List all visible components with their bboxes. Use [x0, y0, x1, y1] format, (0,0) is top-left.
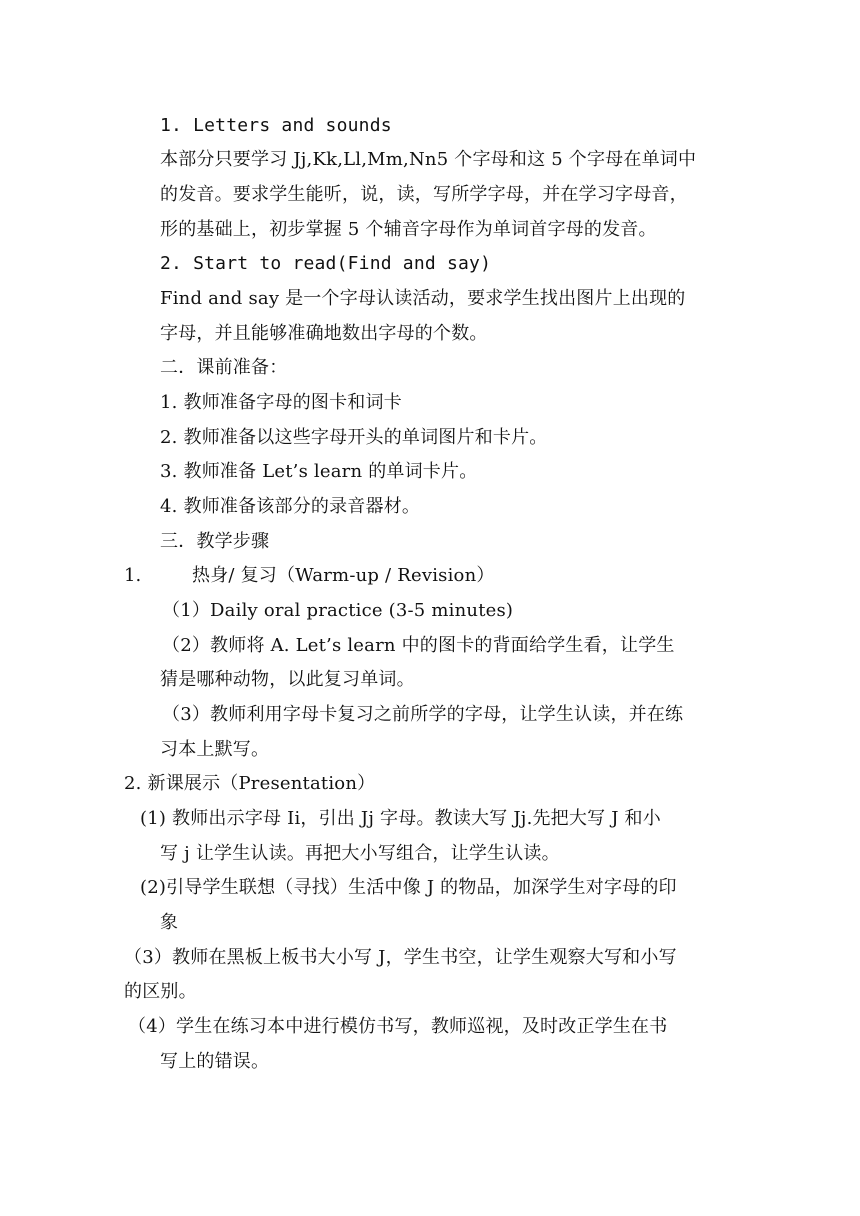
- paragraph-line: 的区别。: [124, 981, 197, 1002]
- paragraph-line: 象: [160, 912, 179, 933]
- paragraph-line: （2）教师将 A. Let’s learn 中的图卡的背面给学生看，让学生: [162, 635, 675, 656]
- paragraph-line: 本部分只要学习 Jj,Kk,Ll,Mm,Nn5 个字母和这 5 个字母在单词中: [160, 149, 697, 170]
- paragraph-line: （4）学生在练习本中进行模仿书写，教师巡视，及时改正学生在书: [128, 1016, 668, 1037]
- section-heading-teaching-steps: 三．教学步骤: [160, 531, 270, 552]
- paragraph-line: 形的基础上，初步掌握 5 个辅音字母作为单词首字母的发音。: [160, 219, 657, 240]
- step-heading-warm-up: 热身/ 复习（Warm-up / Revision）: [192, 565, 495, 586]
- paragraph-line: （1）Daily oral practice (3-5 minutes): [162, 600, 514, 621]
- list-item: 2. 教师准备以这些字母开头的单词图片和卡片。: [160, 427, 548, 448]
- paragraph-line: （3）教师利用字母卡复习之前所学的字母，让学生认读，并在练: [162, 704, 684, 725]
- paragraph-line: 字母，并且能够准确地数出字母的个数。: [160, 323, 488, 344]
- section-heading-preparation: 二．课前准备：: [160, 357, 288, 378]
- step-number: 1.: [124, 565, 142, 586]
- paragraph-line: 猜是哪种动物，以此复习单词。: [160, 669, 415, 690]
- list-item: 1. 教师准备字母的图卡和词卡: [160, 392, 402, 413]
- paragraph-line: (2)引导学生联想（寻找）生活中像 J 的物品，加深学生对字母的印: [140, 877, 677, 898]
- paragraph-line: 写 j 让学生认读。再把大小写组合，让学生认读。: [160, 843, 560, 864]
- paragraph-line: （3）教师在黑板上板书大小写 J，学生书空，让学生观察大写和小写: [124, 947, 677, 968]
- section-heading-start-to-read: 2. Start to read(Find and say): [160, 253, 492, 274]
- list-item: 3. 教师准备 Let’s learn 的单词卡片。: [160, 461, 478, 482]
- paragraph-line: 的发音。要求学生能听，说，读，写所学字母，并在学习字母音，: [160, 184, 688, 205]
- step-heading-presentation: 2. 新课展示（Presentation）: [124, 773, 376, 794]
- paragraph-line: (1) 教师出示字母 Ii，引出 Jj 字母。教读大写 Jj.先把大写 J 和小: [140, 808, 661, 829]
- list-item: 4. 教师准备该部分的录音器材。: [160, 496, 421, 517]
- paragraph-line: 习本上默写。: [160, 739, 270, 760]
- paragraph-line: 写上的错误。: [160, 1051, 270, 1072]
- paragraph-line: Find and say 是一个字母认读活动，要求学生找出图片上出现的: [160, 288, 686, 309]
- section-heading-letters-sounds: 1. Letters and sounds: [160, 115, 392, 136]
